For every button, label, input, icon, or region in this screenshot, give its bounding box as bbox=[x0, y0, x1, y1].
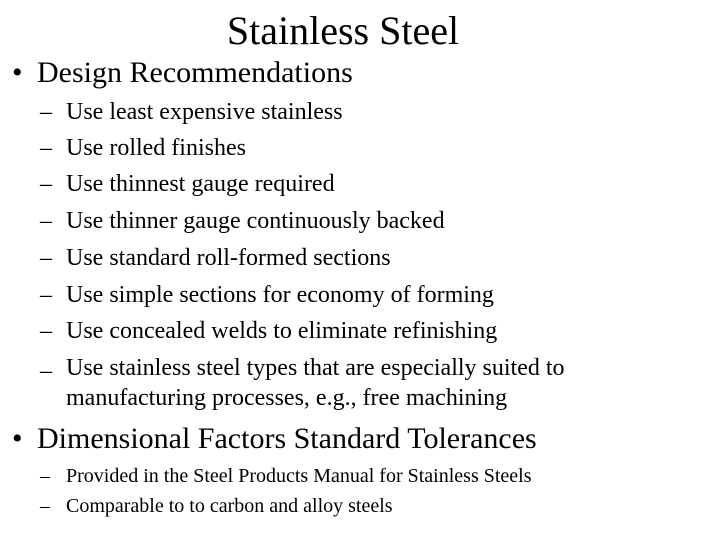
list-item-text: Use standard roll-formed sections bbox=[66, 245, 391, 271]
list-item-text: Use thinner gauge continuously backed bbox=[66, 208, 445, 234]
dash-icon: – bbox=[40, 171, 52, 197]
bullet-icon: • bbox=[12, 422, 23, 455]
dash-icon: – bbox=[40, 495, 50, 517]
list-item-text: Use least expensive stainless bbox=[66, 99, 343, 125]
section-heading: Design Recommendations bbox=[37, 56, 353, 89]
list-item-text: Use thinnest gauge required bbox=[66, 171, 335, 197]
dash-icon: – bbox=[40, 318, 52, 344]
dash-icon: – bbox=[40, 245, 52, 271]
list-item-text: Provided in the Steel Products Manual for Stainless Steels bbox=[66, 465, 532, 487]
dash-icon: – bbox=[40, 99, 52, 125]
section-heading: Dimensional Factors Standard Tolerances bbox=[37, 422, 537, 455]
dash-icon: – bbox=[40, 282, 52, 308]
dash-icon: – bbox=[40, 208, 52, 234]
list-item-text: Use concealed welds to eliminate refinishing bbox=[66, 318, 498, 344]
list-item-text: Comparable to to carbon and alloy steels bbox=[66, 495, 393, 517]
list-item-text: Use simple sections for economy of forming bbox=[66, 282, 494, 308]
dash-icon: – bbox=[40, 358, 52, 384]
list-item-text: Use rolled finishes bbox=[66, 135, 246, 161]
dash-icon: – bbox=[40, 465, 50, 487]
bullet-icon: • bbox=[12, 56, 23, 89]
list-item-text: Use stainless steel types that are especially suited to manufacturing processes, e.g., free machining bbox=[66, 355, 565, 411]
dash-icon: – bbox=[40, 135, 52, 161]
slide-title: Stainless Steel bbox=[226, 8, 460, 53]
